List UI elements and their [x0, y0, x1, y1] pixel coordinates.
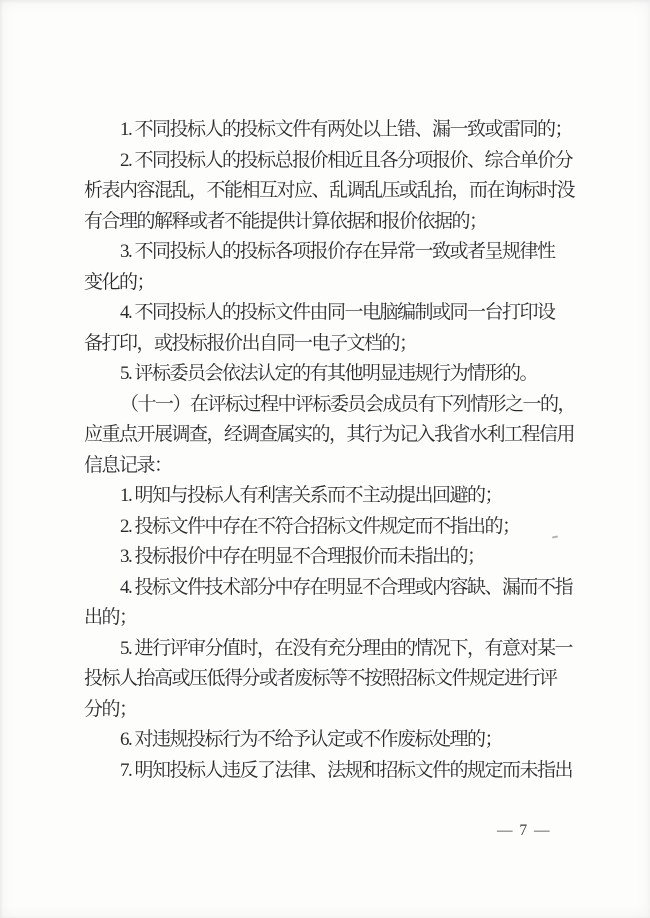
body-line: 2. 投标文件中存在不符合招标文件规定而不指出的； [120, 515, 520, 537]
body-line: 5. 评标委员会依法认定的有其他明显违规行为情形的。 [120, 363, 538, 384]
body-line: 信息记录： [84, 454, 172, 476]
body-line: 6. 对违规投标行为不给予认定或不作废标处理的； [120, 729, 503, 750]
body-line: （十一）在评标过程中评标委员会成员有下列情形之一的， [120, 393, 576, 415]
body-line: 析表内容混乱，不能相互对应、乱调乱压或乱抬，而在询标时没 [84, 180, 575, 201]
body-line: 2. 不同投标人的投标总报价相近且各分项报价、综合单价分 [120, 149, 573, 171]
body-line: 投标人抬高或压低得分或者废标等不按照招标文件规定进行评 [84, 668, 557, 689]
body-line: 1. 不同投标人的投标文件有两处以上错、漏一致或雷同的； [120, 119, 573, 140]
body-line: 3. 投标报价中存在明显不合理报价而未指出的； [120, 546, 485, 567]
page-number: — 7 — [497, 822, 551, 839]
body-line: 应重点开展调查，经调查属实的，其行为记入我省水利工程信用 [84, 424, 575, 445]
body-line: 有合理的解释或者不能提供计算依据和报价依据的； [84, 210, 487, 232]
body-line: 3. 不同投标人的投标各项报价存在异常一致或者呈规律性 [120, 241, 555, 262]
body-line: 4. 投标文件技术部分中存在明显不合理或内容缺、漏而不指 [120, 576, 573, 598]
body-line: 备打印，或投标报价出自同一电子文档的； [84, 332, 417, 354]
body-line: 变化的； [84, 271, 155, 293]
document-body [84, 115, 576, 786]
body-line: 出的； [84, 607, 137, 628]
body-line: 4. 不同投标人的投标文件由同一电脑编制或同一台打印设 [120, 302, 555, 323]
body-line: 分的； [84, 698, 137, 720]
body-line: 1. 明知与投标人有利害关系而不主动提出回避的； [120, 485, 503, 506]
body-line: 5. 进行评审分值时，在没有充分理由的情况下，有意对某一 [120, 637, 573, 659]
body-line: 7. 明知投标人违反了法律、法规和招标文件的规定而未指出 [120, 759, 573, 781]
